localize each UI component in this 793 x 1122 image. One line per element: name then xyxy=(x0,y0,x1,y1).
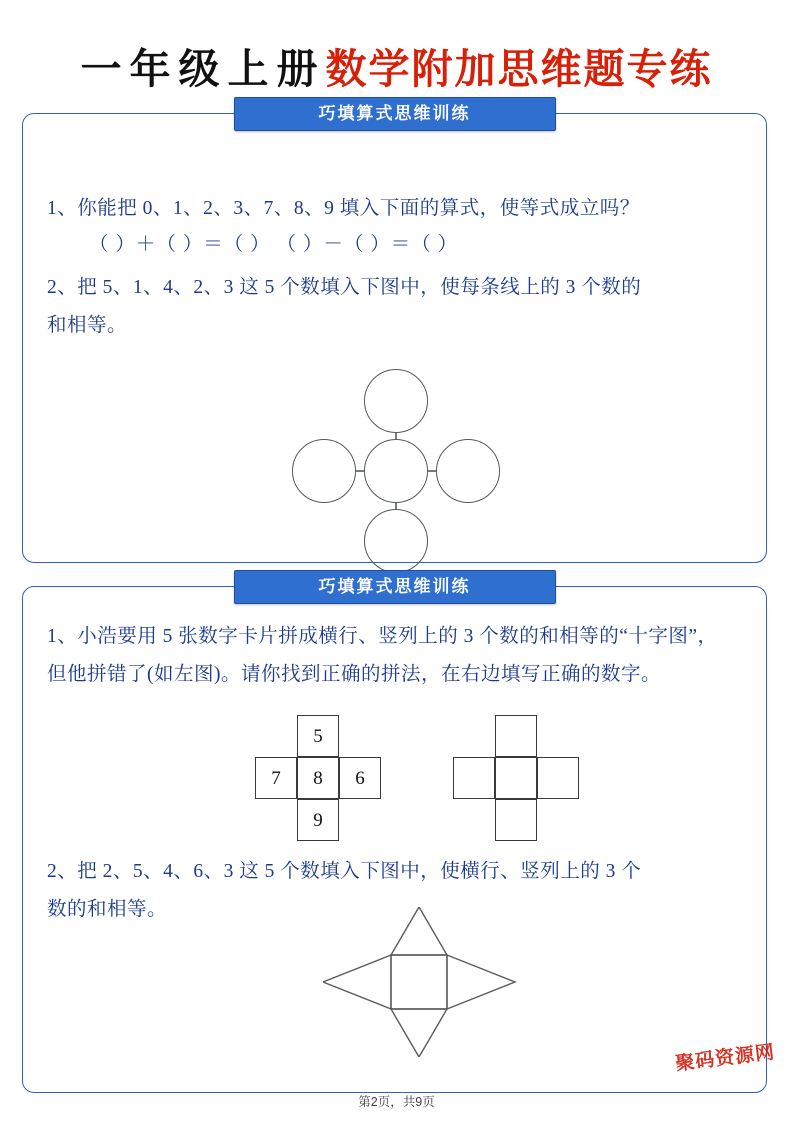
card-2-banner: 巧填算式思维训练 xyxy=(234,570,556,604)
card-1-answer-blanks[interactable]: （ ）＋（ ）＝（ ） （ ）－（ ）＝（ ） xyxy=(89,234,459,255)
cross-right-bottom-cell[interactable] xyxy=(495,799,537,841)
cross-right-top-cell[interactable] xyxy=(495,715,537,757)
card-2-question-1-line-2: 但他拼错了(如左图)。请你找到正确的拼法，在右边填写正确的数字。 xyxy=(47,664,661,685)
cross-right-center-cell[interactable] xyxy=(495,757,537,799)
card-1-question-1: 1、你能把 0、1、2、3、7、8、9 填入下面的算式，使等式成立吗？ xyxy=(47,198,640,219)
star-cross-diagram[interactable] xyxy=(323,907,523,1057)
card-1-question-2-line-1: 2、把 5、1、4、2、3 这 5 个数填入下图中，使每条线上的 3 个数的 xyxy=(47,277,642,298)
card-1-question-2-line-2: 和相等。 xyxy=(47,315,128,336)
page-footer: 第2页，共9页 xyxy=(358,1095,435,1109)
card-2-question-1-line-1: 1、小浩要用 5 张数字卡片拼成横行、竖列上的 3 个数的和相等的“十字图”， xyxy=(47,626,718,647)
page-title xyxy=(0,36,793,95)
cross-left-center-cell[interactable]: 8 xyxy=(297,757,339,799)
cross-left-bottom-cell[interactable]: 9 xyxy=(297,799,339,841)
cross-right-right-cell[interactable] xyxy=(537,757,579,799)
exercise-card-2 xyxy=(22,577,767,1093)
exercise-card-1 xyxy=(22,104,767,563)
cross-left-left-cell[interactable]: 7 xyxy=(255,757,297,799)
page-title-red: 数学附加思维题专练 xyxy=(325,46,713,92)
card-2-question-2-line-2: 数的和相等。 xyxy=(47,899,168,920)
card-1-banner: 巧填算式思维训练 xyxy=(234,97,556,131)
cross-left-right-cell[interactable]: 6 xyxy=(339,757,381,799)
circle-connector-lines xyxy=(271,359,531,589)
card-2-question-2-line-1: 2、把 2、5、4、6、3 这 5 个数填入下图中，使横行、竖列上的 3 个 xyxy=(47,861,642,882)
cross-right-left-cell[interactable] xyxy=(453,757,495,799)
watermark: 聚码资源网 xyxy=(674,1041,777,1076)
cross-left-top-cell[interactable]: 5 xyxy=(297,715,339,757)
page-title-black: 一年级上册 xyxy=(80,46,326,92)
